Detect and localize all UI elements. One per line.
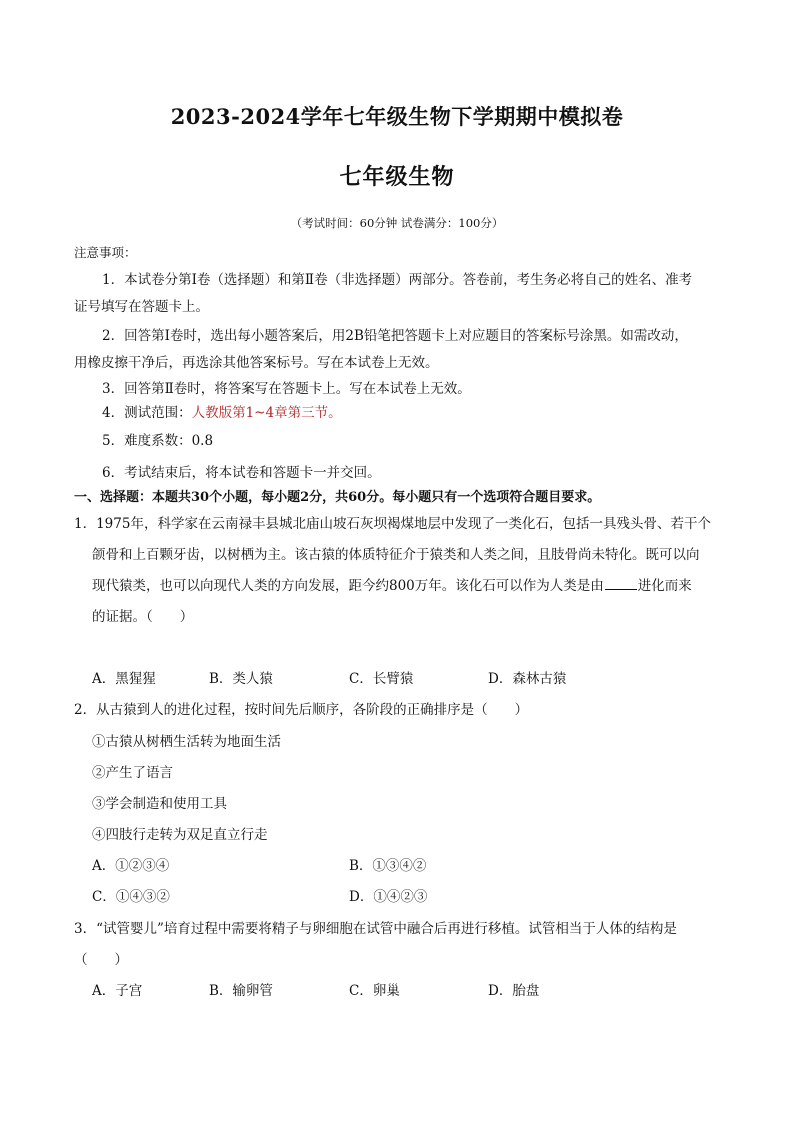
section-1-heading: 一、选择题：本题共30个小题，每小题2分，共60分。每小题只有一个选项符合题目要求。 xyxy=(74,490,601,505)
q2-option-a: A．①②③④ xyxy=(92,858,170,874)
exam-info: （考试时间：60分钟 试卷满分：100分） xyxy=(290,216,504,230)
note-5: 5．难度系数：0.8 xyxy=(102,433,214,449)
q1-line2: 颌骨和上百颗牙齿，以树栖为主。该古猿的体质特征介于猿类和人类之间，且肢骨尚未特化。既可以向 xyxy=(92,547,700,563)
q1-line3 xyxy=(92,574,692,594)
q1-option-d: D．森林古猿 xyxy=(488,671,567,687)
q2-option-b: B．①③④② xyxy=(349,858,427,874)
q2-item-2: ②产生了语言 xyxy=(92,765,173,781)
answer-blank xyxy=(605,577,637,590)
q3-option-c: C．卵巢 xyxy=(349,983,400,999)
q1-line1: 1．1975年，科学家在云南禄丰县城北庙山坡石灰坝褐煤地层中发现了一类化石，包括一具残头骨、若干个 xyxy=(74,516,711,532)
note-3: 3．回答第Ⅱ卷时，将答案写在答题卡上。写在本试卷上无效。 xyxy=(102,381,471,397)
exam-title: 2023-2024学年七年级生物下学期期中模拟卷 xyxy=(170,104,624,129)
note-2-line2: 用橡皮擦干净后，再选涂其他答案标号。写在本试卷上无效。 xyxy=(74,355,439,371)
q2-option-d: D．①④②③ xyxy=(349,889,428,905)
note-1-line1: 1．本试卷分第Ⅰ卷（选择题）和第Ⅱ卷（非选择题）两部分。答卷前，考生务必将自己的姓名、准考 xyxy=(102,272,693,288)
notes-heading: 注意事项： xyxy=(74,245,137,260)
q3-option-a: A．子宫 xyxy=(92,983,143,999)
q3-option-b: B．输卵管 xyxy=(209,983,273,999)
q2-item-1: ①古猿从树栖生活转为地面生活 xyxy=(92,734,281,750)
q1-line3-pre: 现代猿类，也可以向现代人类的方向发展，距今约800万年。该化石可以作为人类是由 xyxy=(92,578,604,594)
q1-option-c: C．长臂猿 xyxy=(349,671,414,687)
note-4-prefix: 4．测试范围： xyxy=(102,405,192,421)
q2-item-4: ④四肢行走转为双足直立行走 xyxy=(92,827,268,843)
q2-option-c: C．①④③② xyxy=(92,889,170,905)
q1-option-b: B．类人猿 xyxy=(209,671,273,687)
note-1-line2: 证号填写在答题卡上。 xyxy=(74,299,209,315)
note-4 xyxy=(102,401,342,421)
note-4-scope: 人教版第1~4章第三节。 xyxy=(191,405,342,421)
q1-line3-post: 进化而来 xyxy=(637,578,692,594)
note-2-line1: 2．回答第Ⅰ卷时，选出每小题答案后，用2B铅笔把答题卡上对应题目的答案标号涂黑。如需改动， xyxy=(102,328,688,344)
q3-line1: 3．“试管婴儿”培育过程中需要将精子与卵细胞在试管中融合后再进行移植。试管相当于人体的结构是 xyxy=(74,921,677,937)
q1-line4: 的证据。（ ） xyxy=(92,609,194,625)
q1-option-a: A．黑猩猩 xyxy=(92,671,156,687)
exam-subtitle: 七年级生物 xyxy=(339,164,455,190)
q3-line2: （ ） xyxy=(74,952,128,968)
q2-item-3: ③学会制造和使用工具 xyxy=(92,796,227,812)
note-6: 6．考试结束后，将本试卷和答题卡一并交回。 xyxy=(102,465,381,481)
q2-stem: 2．从古猿到人的进化过程，按时间先后顺序，各阶段的正确排序是（ ） xyxy=(74,702,529,718)
q3-option-d: D．胎盘 xyxy=(488,983,540,999)
